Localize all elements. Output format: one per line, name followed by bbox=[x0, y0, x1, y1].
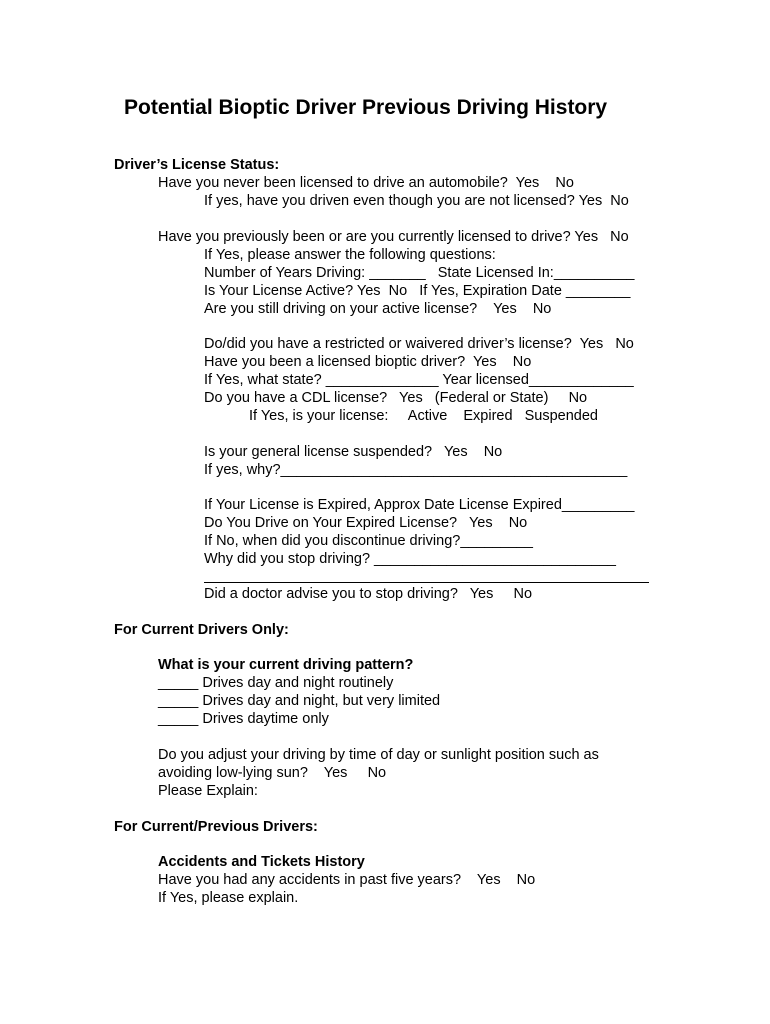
question-suspended-why: If yes, why?___________________________________________ bbox=[204, 462, 628, 478]
question-bioptic-driver: Have you been a licensed bioptic driver? Yes No bbox=[204, 354, 532, 370]
section-heading-current-previous: For Current/Previous Drivers: bbox=[114, 819, 318, 835]
question-license-suspended: Is your general license suspended? Yes No bbox=[204, 444, 503, 460]
question-license-active: Is Your License Active? Yes No If Yes, Expiration Date ________ bbox=[204, 283, 631, 299]
section-heading-license-status: Driver’s License Status: bbox=[114, 157, 280, 173]
question-expired-date: If Your License is Expired, Approx Date License Expired_________ bbox=[204, 497, 635, 513]
option-daytime-only: _____ Drives daytime only bbox=[158, 711, 329, 727]
subheading-driving-pattern: What is your current driving pattern? bbox=[158, 657, 414, 673]
answer-blank-line bbox=[204, 582, 649, 583]
question-previously-licensed: Have you previously been or are you currently licensed to drive? Yes No bbox=[158, 229, 629, 245]
section-heading-current-drivers: For Current Drivers Only: bbox=[114, 622, 289, 638]
instruction-answer-questions: If Yes, please answer the following questions: bbox=[204, 247, 496, 263]
page-title: Potential Bioptic Driver Previous Driving History bbox=[124, 96, 608, 119]
question-never-licensed: Have you never been licensed to drive an automobile? Yes No bbox=[158, 175, 574, 191]
question-discontinue-driving: If No, when did you discontinue driving?_________ bbox=[204, 533, 533, 549]
question-driven-unlicensed: If yes, have you driven even though you are not licensed? Yes No bbox=[204, 193, 629, 209]
subheading-accidents-tickets: Accidents and Tickets History bbox=[158, 854, 365, 870]
question-restricted-license: Do/did you have a restricted or waivered driver’s license? Yes No bbox=[204, 336, 634, 352]
option-day-night-limited: _____ Drives day and night, but very limited bbox=[158, 693, 441, 709]
question-years-driving-state: Number of Years Driving: _______ State Licensed In:__________ bbox=[204, 265, 635, 281]
question-adjust-driving: Do you adjust your driving by time of day or sunlight position such as bbox=[158, 747, 599, 763]
question-cdl-license: Do you have a CDL license? Yes (Federal or State) No bbox=[204, 390, 588, 406]
question-low-lying-sun: avoiding low-lying sun? Yes No bbox=[158, 765, 387, 781]
question-drive-expired: Do You Drive on Your Expired License? Yes No bbox=[204, 515, 528, 531]
prompt-explain-accidents: If Yes, please explain. bbox=[158, 890, 299, 906]
option-day-night-routinely: _____ Drives day and night routinely bbox=[158, 675, 394, 691]
question-cdl-status: If Yes, is your license: Active Expired Suspended bbox=[249, 408, 598, 424]
question-doctor-advise: Did a doctor advise you to stop driving? Yes No bbox=[204, 586, 533, 602]
question-why-stop: Why did you stop driving? ______________________________ bbox=[204, 551, 616, 567]
question-accidents-five-years: Have you had any accidents in past five years? Yes No bbox=[158, 872, 536, 888]
question-bioptic-state-year: If Yes, what state? ______________ Year licensed_____________ bbox=[204, 372, 634, 388]
question-still-driving: Are you still driving on your active license? Yes No bbox=[204, 301, 552, 317]
prompt-please-explain: Please Explain: bbox=[158, 783, 258, 799]
